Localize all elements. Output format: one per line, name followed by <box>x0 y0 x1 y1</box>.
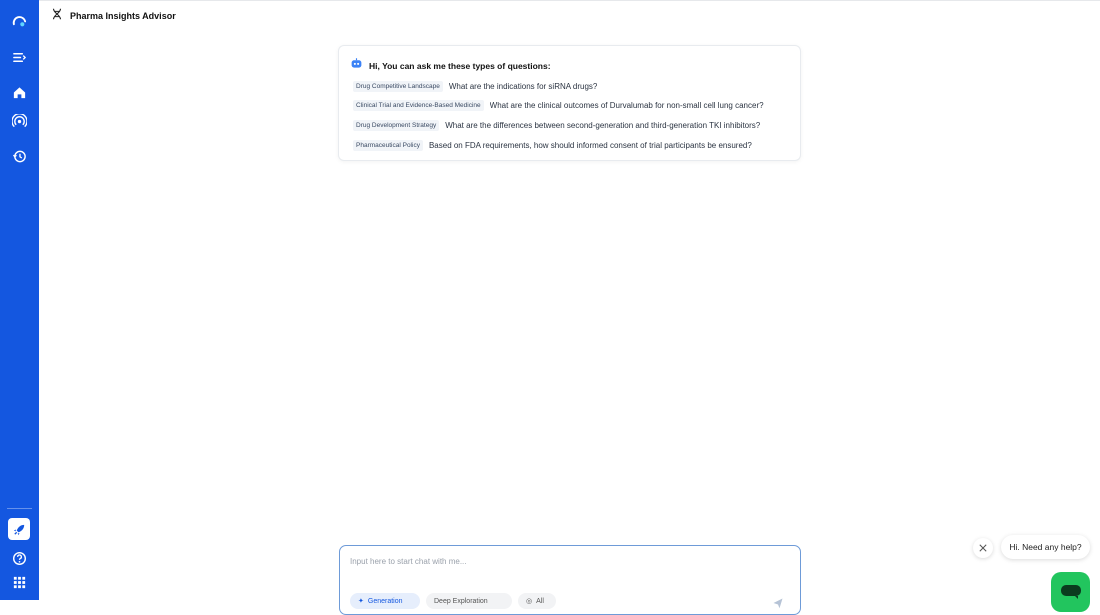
close-icon <box>979 544 987 552</box>
mode-chip-generation[interactable]: ✦ Generation <box>350 593 420 609</box>
globe-icon: ◎ <box>526 598 533 605</box>
history-icon[interactable] <box>8 145 30 167</box>
collapse-menu-icon[interactable] <box>8 46 30 68</box>
spark-icon: ✦ <box>358 598 364 605</box>
close-help-button[interactable] <box>973 538 993 558</box>
logo-gauge-icon[interactable] <box>8 9 30 31</box>
app-header <box>50 8 176 24</box>
mode-chip-deep-exploration[interactable]: Deep Exploration <box>426 593 512 609</box>
suggestion-question: What are the differences between second-generation and third-generation TKI inhibitors? <box>445 121 761 130</box>
suggestion-item[interactable] <box>353 139 793 152</box>
suggestion-tag: Clinical Trial and Evidence-Based Medicine <box>353 100 484 111</box>
suggestions-heading: Hi, You can ask me these types of questions: <box>369 61 551 71</box>
suggestion-item[interactable] <box>353 119 793 132</box>
help-message-bubble: Hi. Need any help? <box>1001 535 1090 559</box>
suggestion-question: What are the indications for siRNA drugs? <box>448 82 598 91</box>
help-circle-icon[interactable] <box>8 547 30 569</box>
suggestion-question: What are the clinical outcomes of Durvalumab for non-small cell lung cancer? <box>489 101 764 110</box>
app-title: Pharma Insights Advisor <box>70 11 176 21</box>
help-chat-launcher[interactable] <box>1051 572 1090 612</box>
suggestion-tag: Pharmaceutical Policy <box>353 140 423 151</box>
suggestion-tag: Drug Competitive Landscape <box>353 81 443 92</box>
dna-logo-icon <box>50 7 64 26</box>
rocket-icon[interactable] <box>8 518 30 540</box>
suggested-questions-card <box>338 45 801 161</box>
top-border <box>39 0 1100 1</box>
suggestion-tag: Drug Development Strategy <box>353 120 439 131</box>
broadcast-icon[interactable] <box>8 110 30 132</box>
mode-chip-all[interactable]: ◎ All <box>518 593 556 609</box>
apps-grid-icon[interactable] <box>8 571 30 593</box>
suggestions-header <box>350 57 551 75</box>
send-icon[interactable] <box>772 596 784 608</box>
chat-bubble-icon <box>1060 584 1082 600</box>
suggestion-question: Based on FDA requirements, how should informed consent of trial participants be ensured? <box>428 141 752 150</box>
chat-composer <box>339 545 801 615</box>
sidebar-divider <box>7 508 32 509</box>
robot-icon <box>350 57 363 75</box>
suggestion-item[interactable] <box>353 99 793 112</box>
chat-input[interactable] <box>350 557 780 566</box>
suggestion-item[interactable] <box>353 80 793 93</box>
home-icon[interactable] <box>8 81 30 103</box>
sidebar <box>0 0 39 600</box>
